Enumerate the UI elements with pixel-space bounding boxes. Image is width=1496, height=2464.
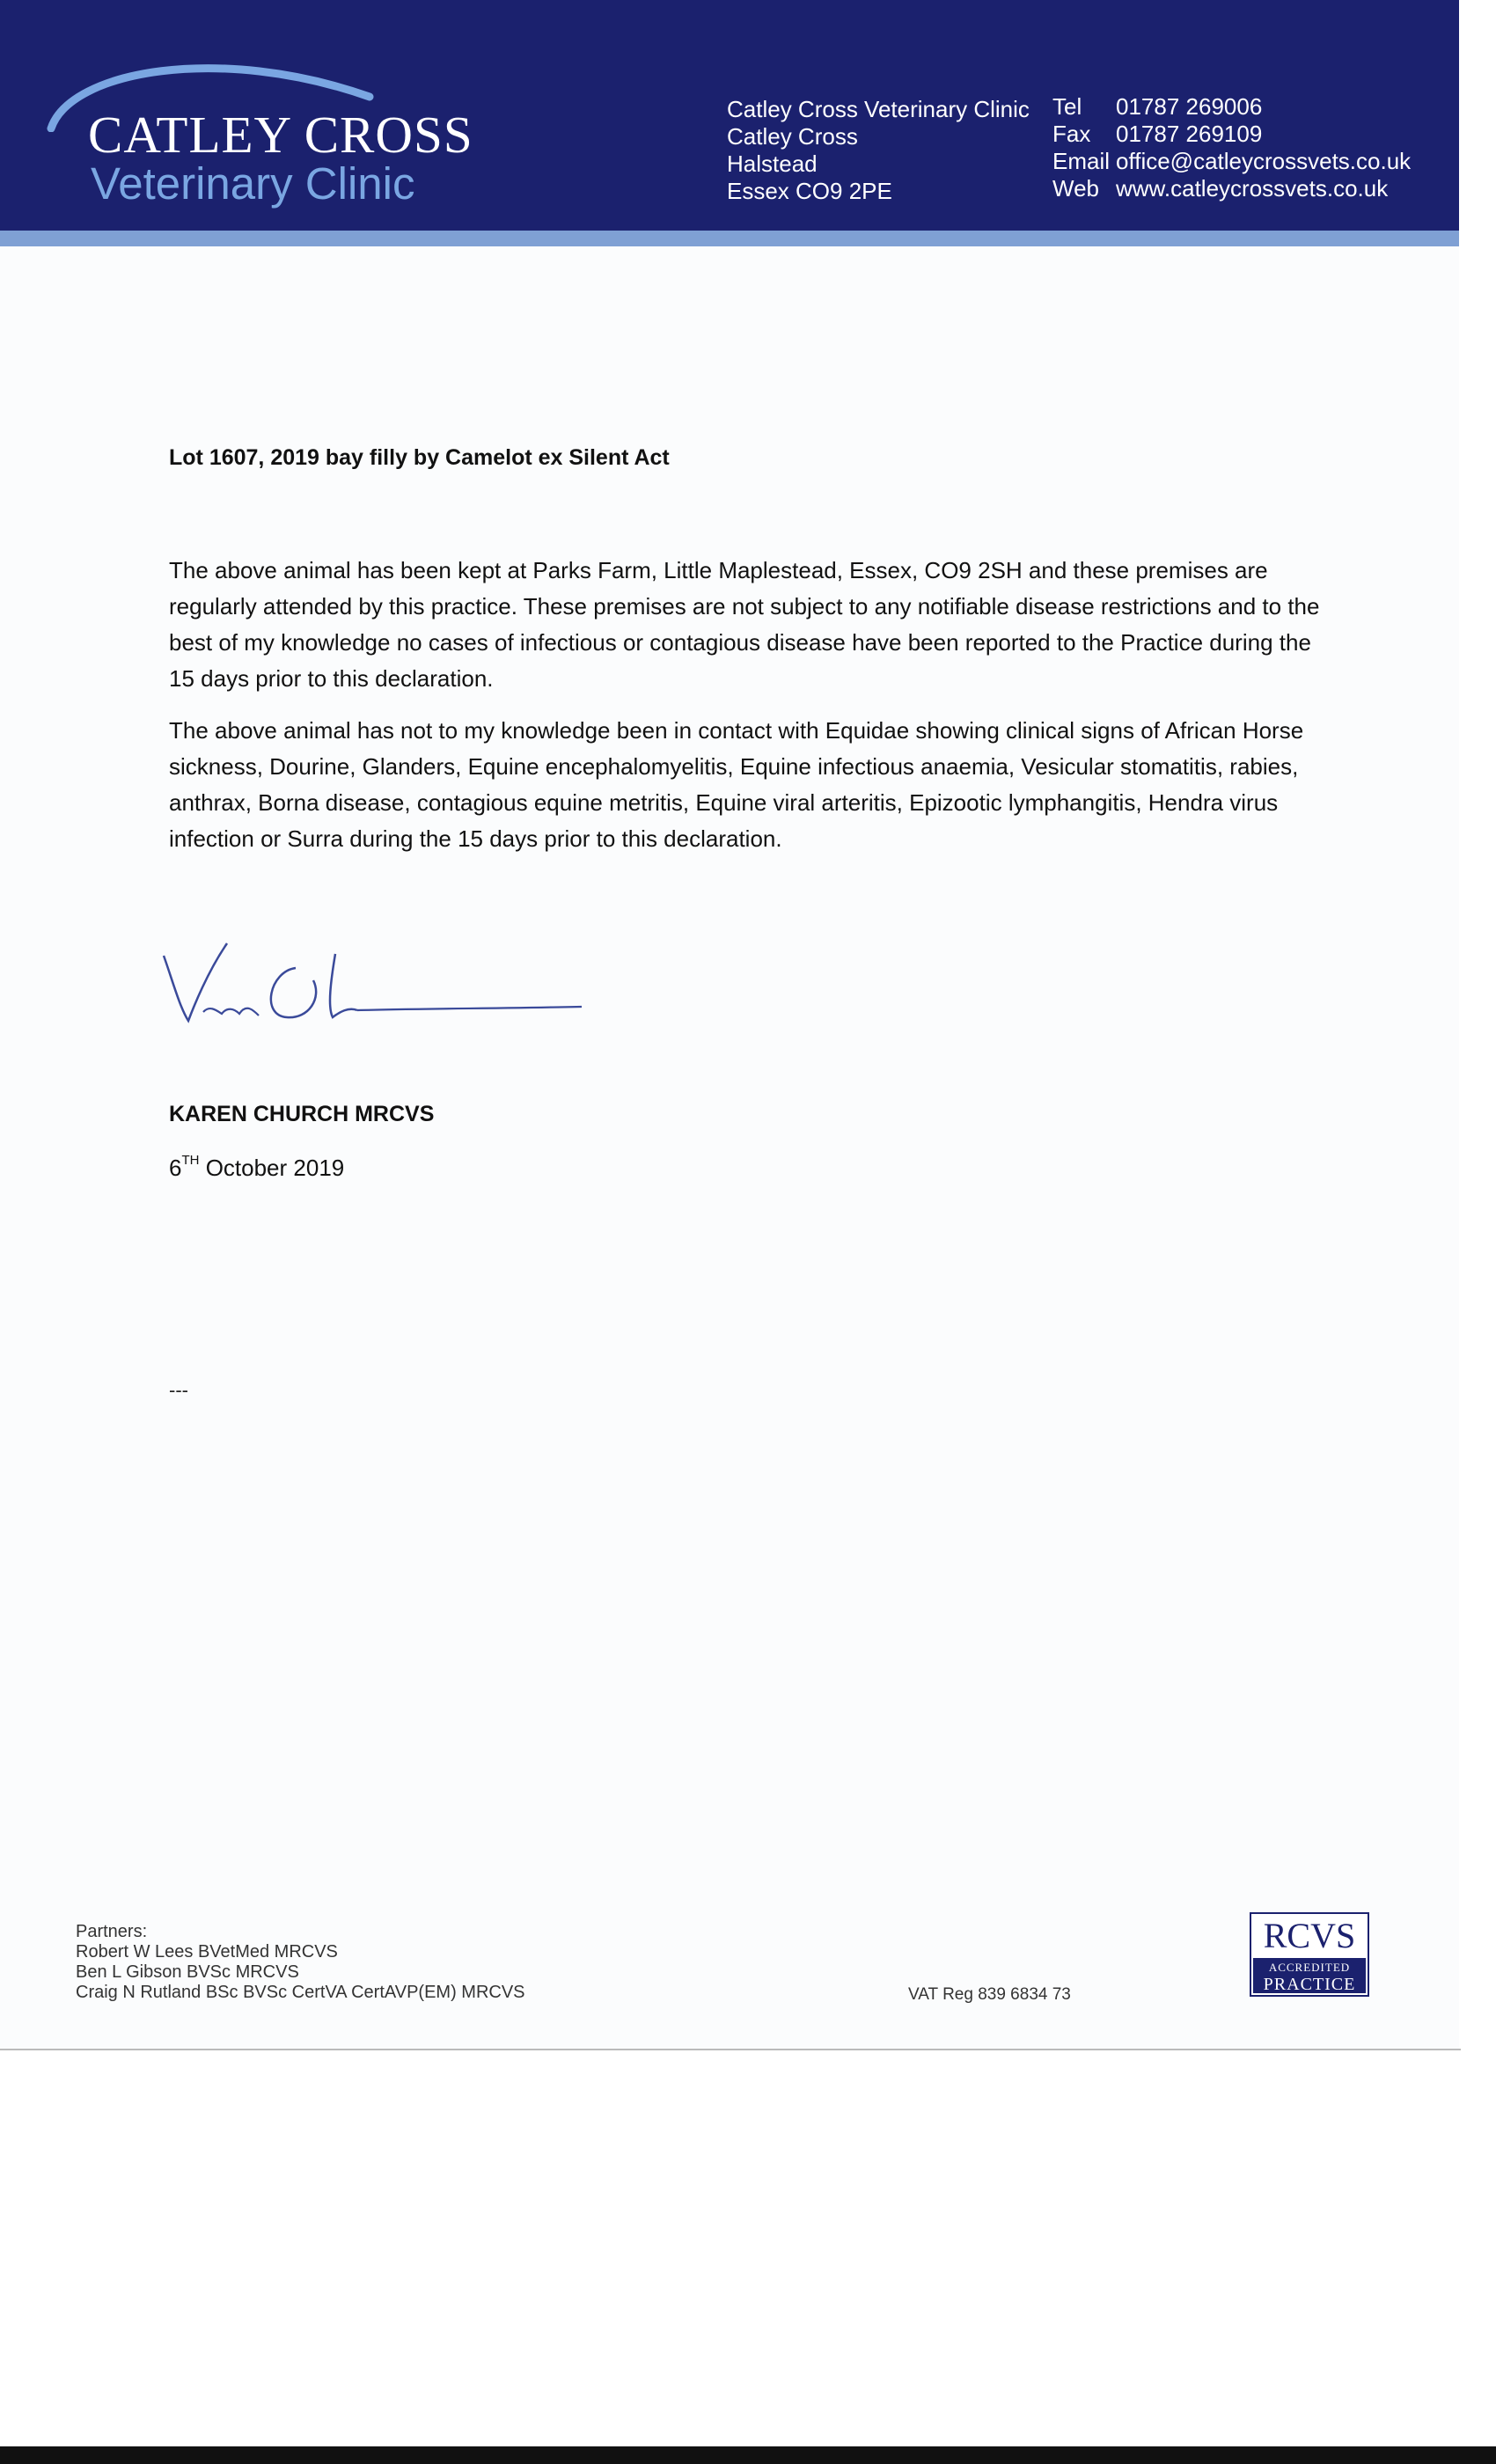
rcvs-badge-line: ACCREDITED	[1268, 1961, 1351, 1974]
partners-label: Partners:	[76, 1922, 148, 1941]
contact-value: www.catleycrossvets.co.uk	[1116, 175, 1389, 202]
contact-value: 01787 269109	[1116, 121, 1263, 147]
clinic-address	[727, 96, 1030, 205]
partner-item: Robert W Lees BVetMed MRCVS	[76, 1942, 338, 1962]
partners-list	[76, 1922, 525, 2003]
logo-subtitle: Veterinary Clinic	[91, 158, 415, 209]
address-line: Catley Cross	[727, 123, 858, 150]
declaration-paragraph-1: The above animal has been kept at Parks Farm, Little Maplestead, Essex, CO9 2SH and these premises are regularly attended by this practice. These premises are not subject to any notifiable disease restrictions and to the best of my knowledge no cases of infectious or contagious disease have been reported to the Practice during the 15 days prior to this declaration.	[169, 557, 1320, 692]
contact-web	[1052, 175, 1411, 202]
letterhead	[0, 0, 1459, 231]
contact-fax	[1052, 121, 1411, 148]
contact-value: 01787 269006	[1116, 93, 1263, 120]
scan-bottom-edge	[0, 2446, 1496, 2464]
contact-email	[1052, 148, 1411, 175]
partner-item: Ben L Gibson BVSc MRCVS	[76, 1962, 299, 1982]
declaration-paragraph-2: The above animal has not to my knowledge been in contact with Equidae showing clinical signs of African Horse sickness, Dourine, Glanders, Equine encephalomyelitis, Equine infectious anaemia, Vesicular stomatitis, rabies, anthrax, Borna disease, contagious equine metritis, Equine viral arteritis, Epizootic lymphangitis, Hendra virus infection or Surra during the 15 days prior to this declaration.	[169, 717, 1304, 852]
contact-label: Web	[1052, 175, 1099, 202]
signer-name: KAREN CHURCH MRCVS	[169, 1102, 435, 1126]
contact-label: Fax	[1052, 121, 1091, 147]
page-edge	[0, 2049, 1461, 2050]
end-mark: ---	[169, 1379, 188, 1401]
signature-icon	[155, 936, 595, 1033]
address-line: Halstead	[727, 150, 818, 177]
contact-label: Email	[1052, 148, 1111, 174]
date-day: 6	[169, 1155, 182, 1181]
rcvs-badge-caption	[1253, 1958, 1366, 1993]
date-suffix: TH	[181, 1153, 200, 1168]
contact-label: Tel	[1052, 93, 1082, 120]
letter-title: Lot 1607, 2019 bay filly by Camelot ex Silent Act	[169, 445, 670, 470]
contact-tel	[1052, 93, 1411, 121]
vat-registration: VAT Reg 839 6834 73	[908, 1985, 1071, 2004]
contact-value: office@catleycrossvets.co.uk	[1116, 148, 1412, 174]
date-rest: October 2019	[199, 1155, 345, 1181]
clinic-contacts	[1052, 93, 1411, 202]
letter-date	[169, 1155, 344, 1182]
address-line: Catley Cross Veterinary Clinic	[727, 96, 1030, 122]
address-line: Essex CO9 2PE	[727, 178, 892, 204]
rcvs-accredited-badge	[1250, 1912, 1369, 1997]
partner-item: Craig N Rutland BSc BVSc CertVA CertAVP(EM) MRCVS	[76, 1983, 525, 2002]
header-stripe	[0, 231, 1459, 246]
logo-name: CATLEY CROSS	[88, 106, 473, 164]
rcvs-badge-title: RCVS	[1263, 1916, 1356, 1955]
rcvs-badge-line: PRACTICE	[1263, 1975, 1356, 1994]
